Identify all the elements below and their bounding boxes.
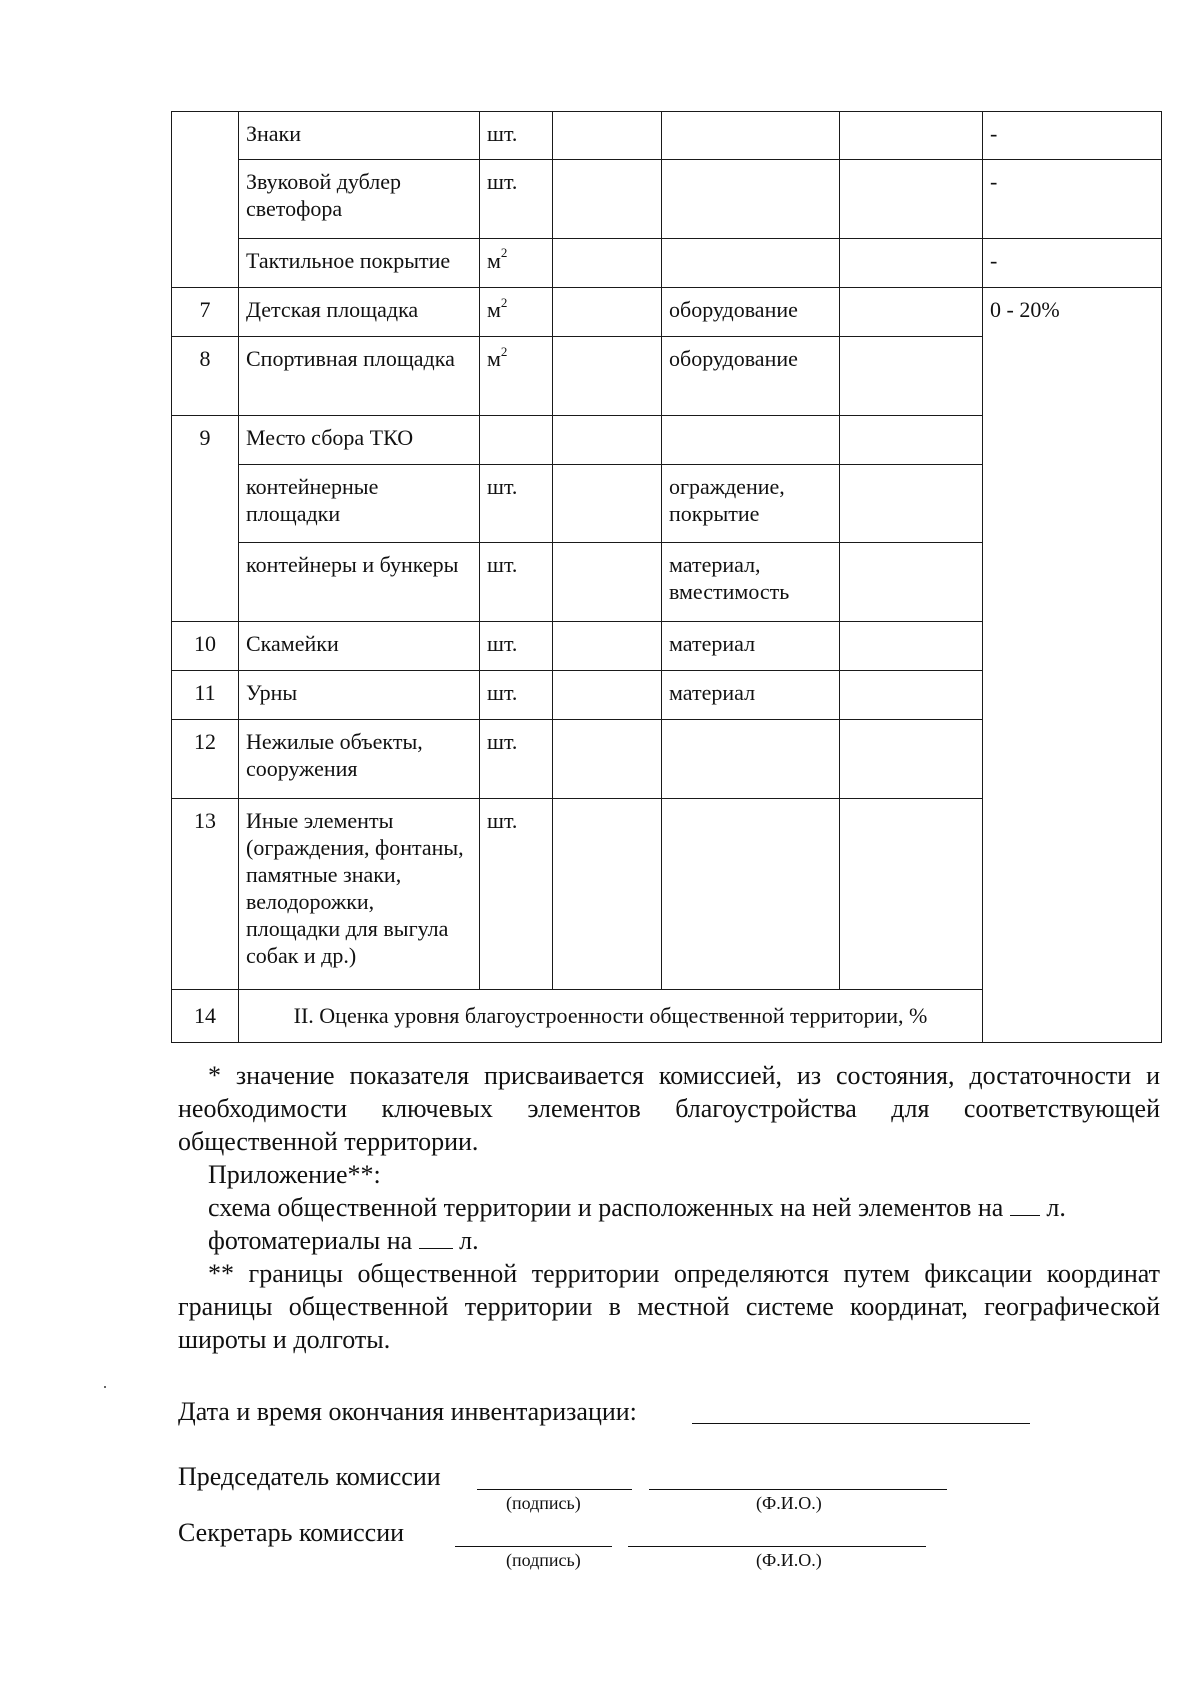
row-number-cell (172, 112, 239, 288)
unit-cell (480, 287, 553, 336)
quantity-cell (553, 464, 662, 542)
unit-cell (480, 238, 553, 287)
condition-cell (840, 798, 983, 989)
appendix-item-photos (208, 1224, 479, 1257)
parameter-cell: материал (662, 670, 840, 719)
parameter-cell (662, 112, 840, 160)
quantity-cell (553, 112, 662, 160)
unit-cell (480, 337, 553, 415)
condition-cell (840, 621, 983, 670)
quantity-cell (553, 543, 662, 621)
assessment-range-cell: 0 - 20% (983, 287, 1162, 1042)
quantity-cell (553, 670, 662, 719)
condition-cell (840, 160, 983, 238)
footnote-boundaries: ** границы общественной территории определяются путем фиксации координат границы общественной территории в местной системе координат, географической широты и долготы. (178, 1259, 1160, 1354)
parameter-cell: материал, вместимость (662, 543, 840, 621)
condition-cell (840, 415, 983, 464)
row-number-cell: 12 (172, 720, 239, 798)
condition-cell (840, 287, 983, 336)
row-number-cell: 8 (172, 337, 239, 415)
unit-superscript: 2 (500, 343, 508, 359)
quantity-cell (553, 238, 662, 287)
condition-cell (840, 464, 983, 542)
condition-cell (840, 670, 983, 719)
parameter-cell: материал (662, 621, 840, 670)
unit-superscript: 2 (500, 245, 508, 261)
row-number-cell: 14 (172, 989, 239, 1042)
table-row (172, 112, 1162, 160)
appendix-item-scheme-unit: л. (1046, 1193, 1066, 1222)
condition-cell (840, 720, 983, 798)
unit-text: м (487, 296, 501, 322)
unit-text: м (487, 346, 501, 372)
element-name-cell: Нежилые объекты, сооружения (239, 720, 480, 798)
unit-superscript: 2 (500, 294, 508, 310)
condition-cell (840, 238, 983, 287)
sheet-count-blank[interactable] (1010, 1191, 1040, 1216)
parameter-cell: оборудование (662, 337, 840, 415)
fio-caption: (Ф.И.О.) (756, 1550, 822, 1570)
unit-cell: шт. (480, 720, 553, 798)
unit-cell: шт. (480, 160, 553, 238)
quantity-cell (553, 720, 662, 798)
element-name-cell: Спортивная площадка (239, 337, 480, 415)
unit-cell: шт. (480, 464, 553, 542)
condition-cell (840, 112, 983, 160)
element-name-cell: контейнерные площадки (239, 464, 480, 542)
unit-cell: шт. (480, 543, 553, 621)
footnote-criteria: * значение показателя присваивается комиссией, из состояния, достаточности и необходимости ключевых элементов благоустройства для соответствующей общественной территории. (178, 1061, 1160, 1156)
table-row (172, 238, 1162, 287)
parameter-cell (662, 720, 840, 798)
quantity-cell (553, 160, 662, 238)
secretary-label: Секретарь комиссии (178, 1518, 405, 1547)
quantity-cell (553, 287, 662, 336)
parameter-cell (662, 160, 840, 238)
parameter-cell (662, 798, 840, 989)
appendix-item-photos-text: фотоматериалы на (208, 1226, 413, 1255)
unit-text: м (487, 247, 501, 273)
quantity-cell (553, 415, 662, 464)
secretary-signature-line[interactable] (455, 1546, 612, 1547)
assessment-cell: - (983, 160, 1162, 238)
row-number-cell: 7 (172, 287, 239, 336)
table-row (172, 160, 1162, 238)
secretary-fio-line[interactable] (628, 1546, 926, 1547)
unit-cell: шт. (480, 621, 553, 670)
quantity-cell (553, 798, 662, 989)
quantity-cell (553, 621, 662, 670)
condition-cell (840, 337, 983, 415)
row-number-cell: 11 (172, 670, 239, 719)
end-datetime-field[interactable] (692, 1423, 1030, 1424)
element-name-cell: Место сбора ТКО (239, 415, 480, 464)
element-name-cell: Знаки (239, 112, 480, 160)
unit-cell: шт. (480, 670, 553, 719)
element-name-cell: Звуковой дублер светофора (239, 160, 480, 238)
appendix-item-photos-unit: л. (459, 1226, 479, 1255)
appendix-item-scheme-text: схема общественной территории и расположенных на ней элементов на (208, 1193, 1004, 1222)
element-name-cell: Детская площадка (239, 287, 480, 336)
chairman-fio-line[interactable] (649, 1489, 947, 1490)
chairman-signature-line[interactable] (477, 1489, 632, 1490)
table-row (172, 287, 1162, 336)
row-number-cell: 9 (172, 415, 239, 621)
assessment-cell: - (983, 112, 1162, 160)
inventory-table (171, 111, 1162, 1043)
parameter-cell: ограждение, покрытие (662, 464, 840, 542)
scan-speck (104, 1386, 106, 1388)
unit-cell (480, 415, 553, 464)
signature-caption: (подпись) (506, 1493, 581, 1513)
element-name-cell: Урны (239, 670, 480, 719)
element-name-cell: Иные элементы (ограждения, фонтаны, памятные знаки, велодорожки, площадки для выгула собак и др.) (239, 798, 480, 989)
parameter-cell (662, 415, 840, 464)
element-name-cell: контейнеры и бункеры (239, 543, 480, 621)
element-name-cell: Скамейки (239, 621, 480, 670)
row-number-cell: 10 (172, 621, 239, 670)
condition-cell (840, 543, 983, 621)
unit-cell: шт. (480, 798, 553, 989)
row-number-cell: 13 (172, 798, 239, 989)
assessment-cell: - (983, 238, 1162, 287)
end-datetime-label: Дата и время окончания инвентаризации: (178, 1397, 637, 1426)
sheet-count-blank[interactable] (419, 1224, 453, 1249)
total-assessment-label: II. Оценка уровня благоустроенности общественной территории, % (239, 989, 983, 1042)
fio-caption: (Ф.И.О.) (756, 1493, 822, 1513)
parameter-cell (662, 238, 840, 287)
chairman-label: Председатель комиссии (178, 1462, 441, 1491)
quantity-cell (553, 337, 662, 415)
unit-cell: шт. (480, 112, 553, 160)
parameter-cell: оборудование (662, 287, 840, 336)
appendix-label: Приложение**: (208, 1160, 381, 1189)
appendix-item-scheme (208, 1191, 1066, 1224)
element-name-cell: Тактильное покрытие (239, 238, 480, 287)
signature-caption: (подпись) (506, 1550, 581, 1570)
